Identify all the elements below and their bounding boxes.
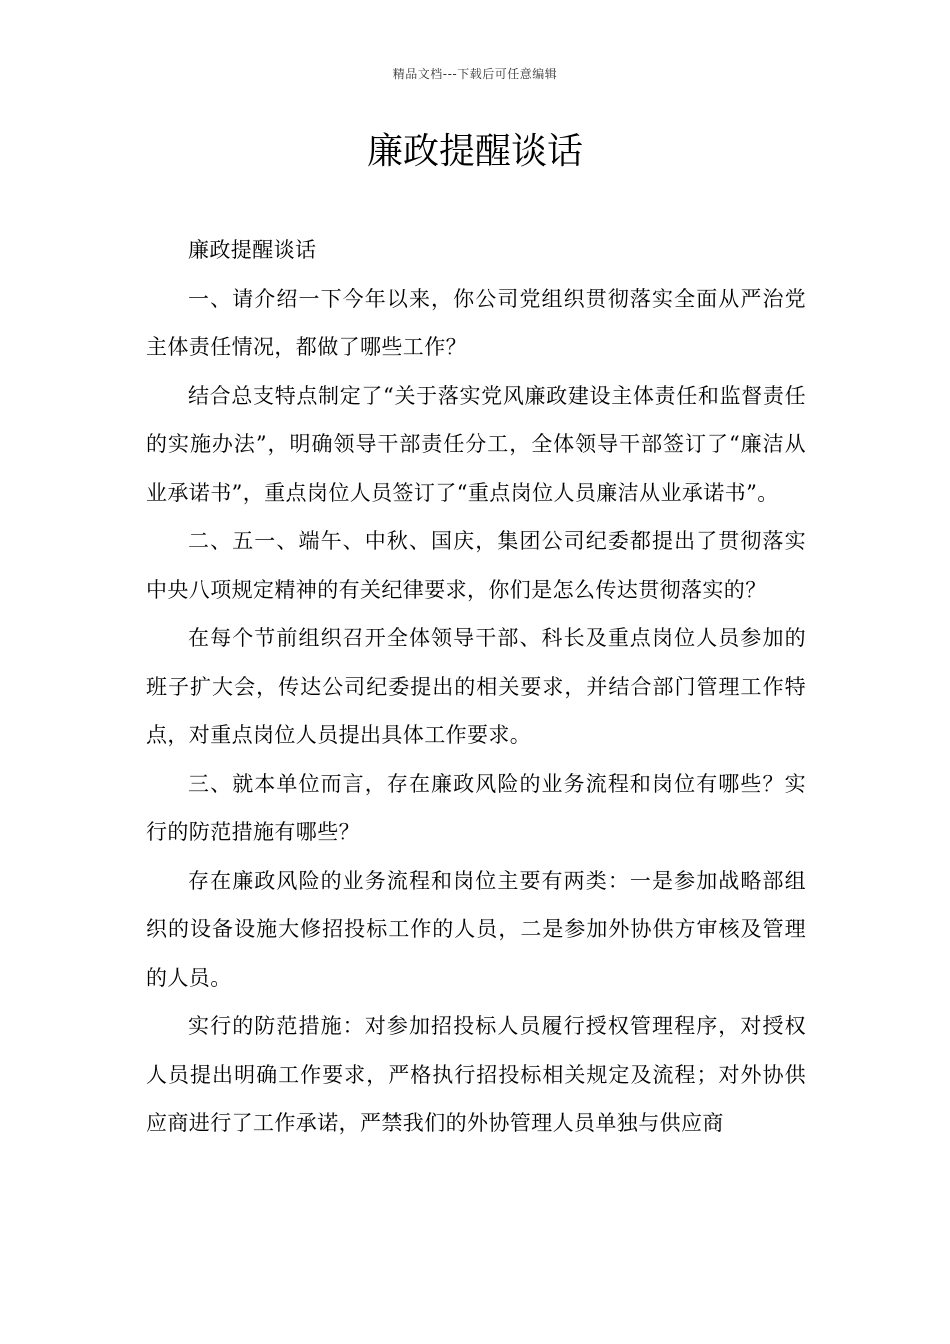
paragraph-subtitle: 廉政提醒谈话 [188, 238, 317, 262]
paragraph-question-1: 一、请介绍一下今年以来，你公司党组织贯彻落实全面从严治党主体责任情况，都做了哪些工作？ [146, 286, 806, 359]
document-title: 廉政提醒谈话 [366, 131, 583, 172]
paragraph-question-2: 二、五一、端午、中秋、国庆，集团公司纪委都提出了贯彻落实中央八项规定精神的有关纪律要求，你们是怎么传达贯彻落实的？ [146, 529, 806, 602]
paragraph-answer-2: 在每个节前组织召开全体领导干部、科长及重点岗位人员参加的班子扩大会，传达公司纪委提出的相关要求，并结合部门管理工作特点，对重点岗位人员提出具体工作要求。 [146, 626, 806, 747]
paragraph-answer-3: 存在廉政风险的业务流程和岗位主要有两类：一是参加战略部组织的设备设施大修招投标工作的人员，二是参加外协供方审核及管理的人员。 [146, 868, 806, 990]
page-header-note: 精品文档---下载后可任意编辑 [392, 67, 558, 81]
document-body [146, 226, 806, 1148]
paragraph-question-3: 三、就本单位而言，存在廉政风险的业务流程和岗位有哪些？实行的防范措施有哪些？ [146, 771, 806, 844]
paragraph-answer-1: 结合总支特点制定了“关于落实党风廉政建设主体责任和监督责任的实施办法”，明确领导干部责任分工，全体领导干部签订了“廉洁从业承诺书”，重点岗位人员签订了“重点岗位人员廉洁从业承诺书”。 [146, 383, 806, 505]
paragraph-measures: 实行的防范措施：对参加招投标人员履行授权管理程序，对授权人员提出明确工作要求，严格执行招投标相关规定及流程；对外协供应商进行了工作承诺，严禁我们的外协管理人员单独与供应商 [146, 1014, 806, 1135]
